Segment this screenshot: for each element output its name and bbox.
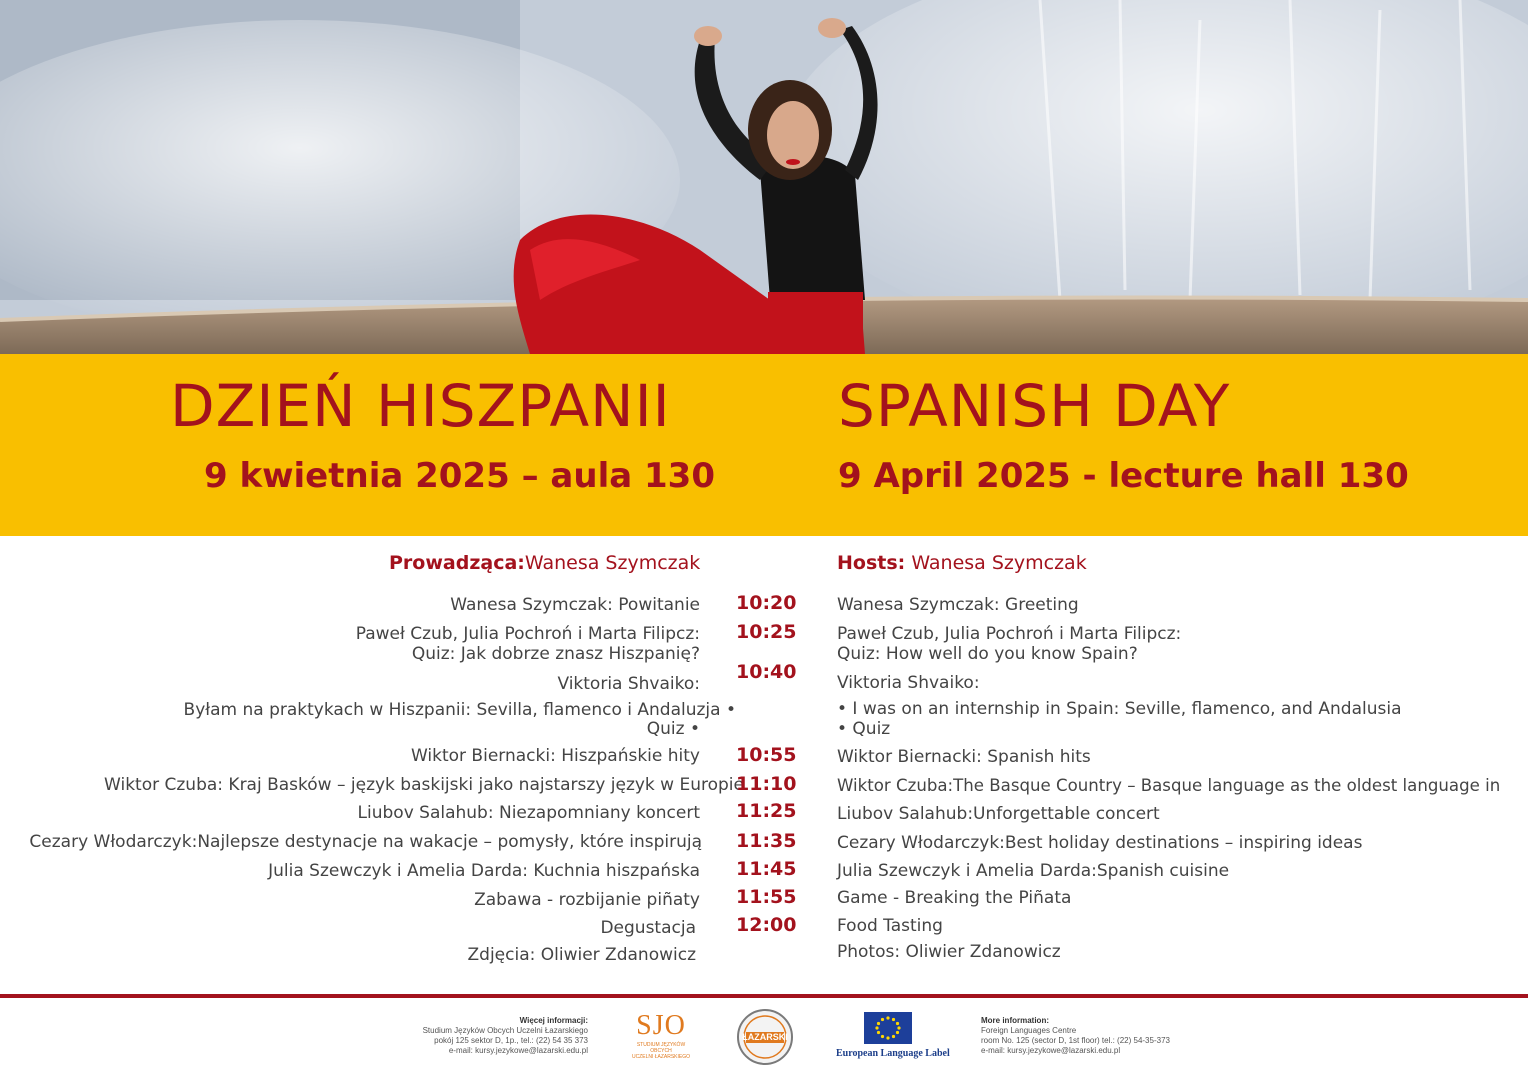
- program-en-item: Food Tasting: [837, 916, 943, 936]
- program-en-item: Liubov Salahub:Unforgettable concert: [837, 804, 1160, 824]
- program-pl-item: Zdjęcia: Oliwier Zdanowicz: [467, 945, 696, 965]
- program-en-item: Wanesa Szymczak: Greeting: [837, 595, 1079, 615]
- program-en-item: Viktoria Shvaiko:: [837, 673, 980, 693]
- sjo-logo-sub: UCZELNI ŁAZARSKIEGO: [631, 1054, 691, 1060]
- program-en-item: Wiktor Biernacki: Spanish hits: [837, 747, 1091, 767]
- eu-flag-icon: [864, 1012, 912, 1044]
- program-en-item: Julia Szewczyk i Amelia Darda:Spanish cuisine: [837, 861, 1230, 881]
- program-pl-item: Cezary Włodarczyk:Najlepsze destynacje na wakacje – pomysły, które inspirują: [29, 832, 702, 852]
- time-slot: 10:40: [736, 661, 797, 683]
- sjo-logo: [626, 1010, 696, 1060]
- program-pl-item: Liubov Salahub: Niezapomniany koncert: [357, 803, 700, 823]
- footer-pl-line: e-mail: kursy.jezykowe@lazarski.edu.pl: [448, 1046, 588, 1055]
- time-slot: 11:55: [736, 886, 797, 908]
- footer-divider: [0, 994, 1528, 998]
- time-slot: 11:25: [736, 800, 797, 822]
- program-en-item: • Quiz: [837, 719, 891, 739]
- lazarski-logo-text: ŁAZARSKI: [742, 1032, 788, 1042]
- time-slot: 11:10: [736, 773, 797, 795]
- program-pl-item: Wiktor Biernacki: Hiszpańskie hity: [410, 746, 700, 766]
- footer-en-line: e-mail: kursy.jezykowe@lazarski.edu.pl: [981, 1046, 1121, 1055]
- program-pl-item: Wanesa Szymczak: Powitanie: [450, 595, 700, 615]
- host-pl-name: Wanesa Szymczak: [524, 552, 701, 574]
- host-pl-label: Prowadząca:: [389, 552, 525, 574]
- eu-label-text: European Language Label: [836, 1048, 950, 1059]
- footer-en-line: Foreign Languages Centre: [981, 1026, 1077, 1035]
- time-slot: 11:45: [736, 858, 797, 880]
- time-slot: 12:00: [736, 914, 797, 936]
- flamenco-dancer-photo: [0, 0, 1528, 354]
- time-slot: 10:25: [736, 621, 797, 643]
- sjo-logo-sub: STUDIUM JĘZYKÓW OBCYCH: [636, 1042, 686, 1054]
- program-en-item: Game - Breaking the Piñata: [837, 888, 1072, 908]
- title-pl: DZIEŃ HISZPANII: [170, 372, 671, 440]
- program-pl-item: Wiktor Czuba: Kraj Basków – język baskijski jako najstarszy język w Europie: [104, 775, 744, 795]
- program-en-item: Cezary Włodarczyk:Best holiday destinations – inspiring ideas: [837, 833, 1363, 853]
- footer-info-en: [981, 1016, 1170, 1056]
- program-pl-item: Zabawa - rozbijanie piñaty: [474, 890, 700, 910]
- program-pl-item: Paweł Czub, Julia Pochroń i Marta Filipcz:: [355, 624, 700, 644]
- footer-pl-line: Studium Języków Obcych Uczelni Łazarskiego: [422, 1026, 588, 1035]
- footer-en-heading: More information:: [981, 1016, 1049, 1025]
- date-pl: 9 kwietnia 2025 – aula 130: [204, 456, 715, 496]
- time-slot: 10:55: [736, 744, 797, 766]
- time-slot: 10:20: [736, 592, 797, 614]
- footer-pl-heading: Więcej informacji:: [519, 1016, 588, 1025]
- program-en-item: • I was on an internship in Spain: Seville, flamenco, and Andalusia: [837, 699, 1402, 719]
- program-en-item: Wiktor Czuba:The Basque Country – Basque language as the oldest language in: [837, 776, 1501, 795]
- program-pl-item: Degustacja: [600, 918, 696, 938]
- program-en-item: Paweł Czub, Julia Pochroń i Marta Filipcz:: [837, 624, 1182, 644]
- lazarski-seal-logo: [734, 1008, 796, 1066]
- program-pl-item: Quiz •: [646, 719, 700, 739]
- hero-image: [0, 0, 1528, 354]
- program-pl-item: Quiz: Jak dobrze znasz Hiszpanię?: [411, 644, 700, 664]
- program-pl-item: Byłam na praktykach w Hiszpanii: Sevilla, flamenco i Andaluzja •: [183, 700, 736, 720]
- eu-language-label-logo: [836, 1012, 950, 1059]
- footer-info-pl: [380, 1016, 588, 1056]
- host-en-label: Hosts:: [837, 552, 906, 574]
- host-pl: [389, 552, 700, 574]
- host-en-name: Wanesa Szymczak: [911, 552, 1087, 574]
- host-en: [837, 552, 1087, 574]
- time-slot: 11:35: [736, 830, 797, 852]
- title-en: SPANISH DAY: [838, 372, 1231, 440]
- footer-pl-line: pokój 125 sektor D, 1p., tel.: (22) 54 35 373: [434, 1036, 588, 1045]
- program-en-item: Photos: Oliwier Zdanowicz: [837, 942, 1061, 962]
- footer-en-line: room No. 125 (sector D, 1st floor) tel.: (22) 54-35-373: [981, 1036, 1170, 1045]
- program-en-item: Quiz: How well do you know Spain?: [837, 644, 1138, 664]
- date-en: 9 April 2025 - lecture hall 130: [838, 456, 1409, 496]
- program-pl-item: Julia Szewczyk i Amelia Darda: Kuchnia hiszpańska: [268, 861, 700, 881]
- sjo-logo-text: SJO: [636, 1010, 686, 1041]
- program-pl-item: Viktoria Shvaiko:: [557, 674, 700, 694]
